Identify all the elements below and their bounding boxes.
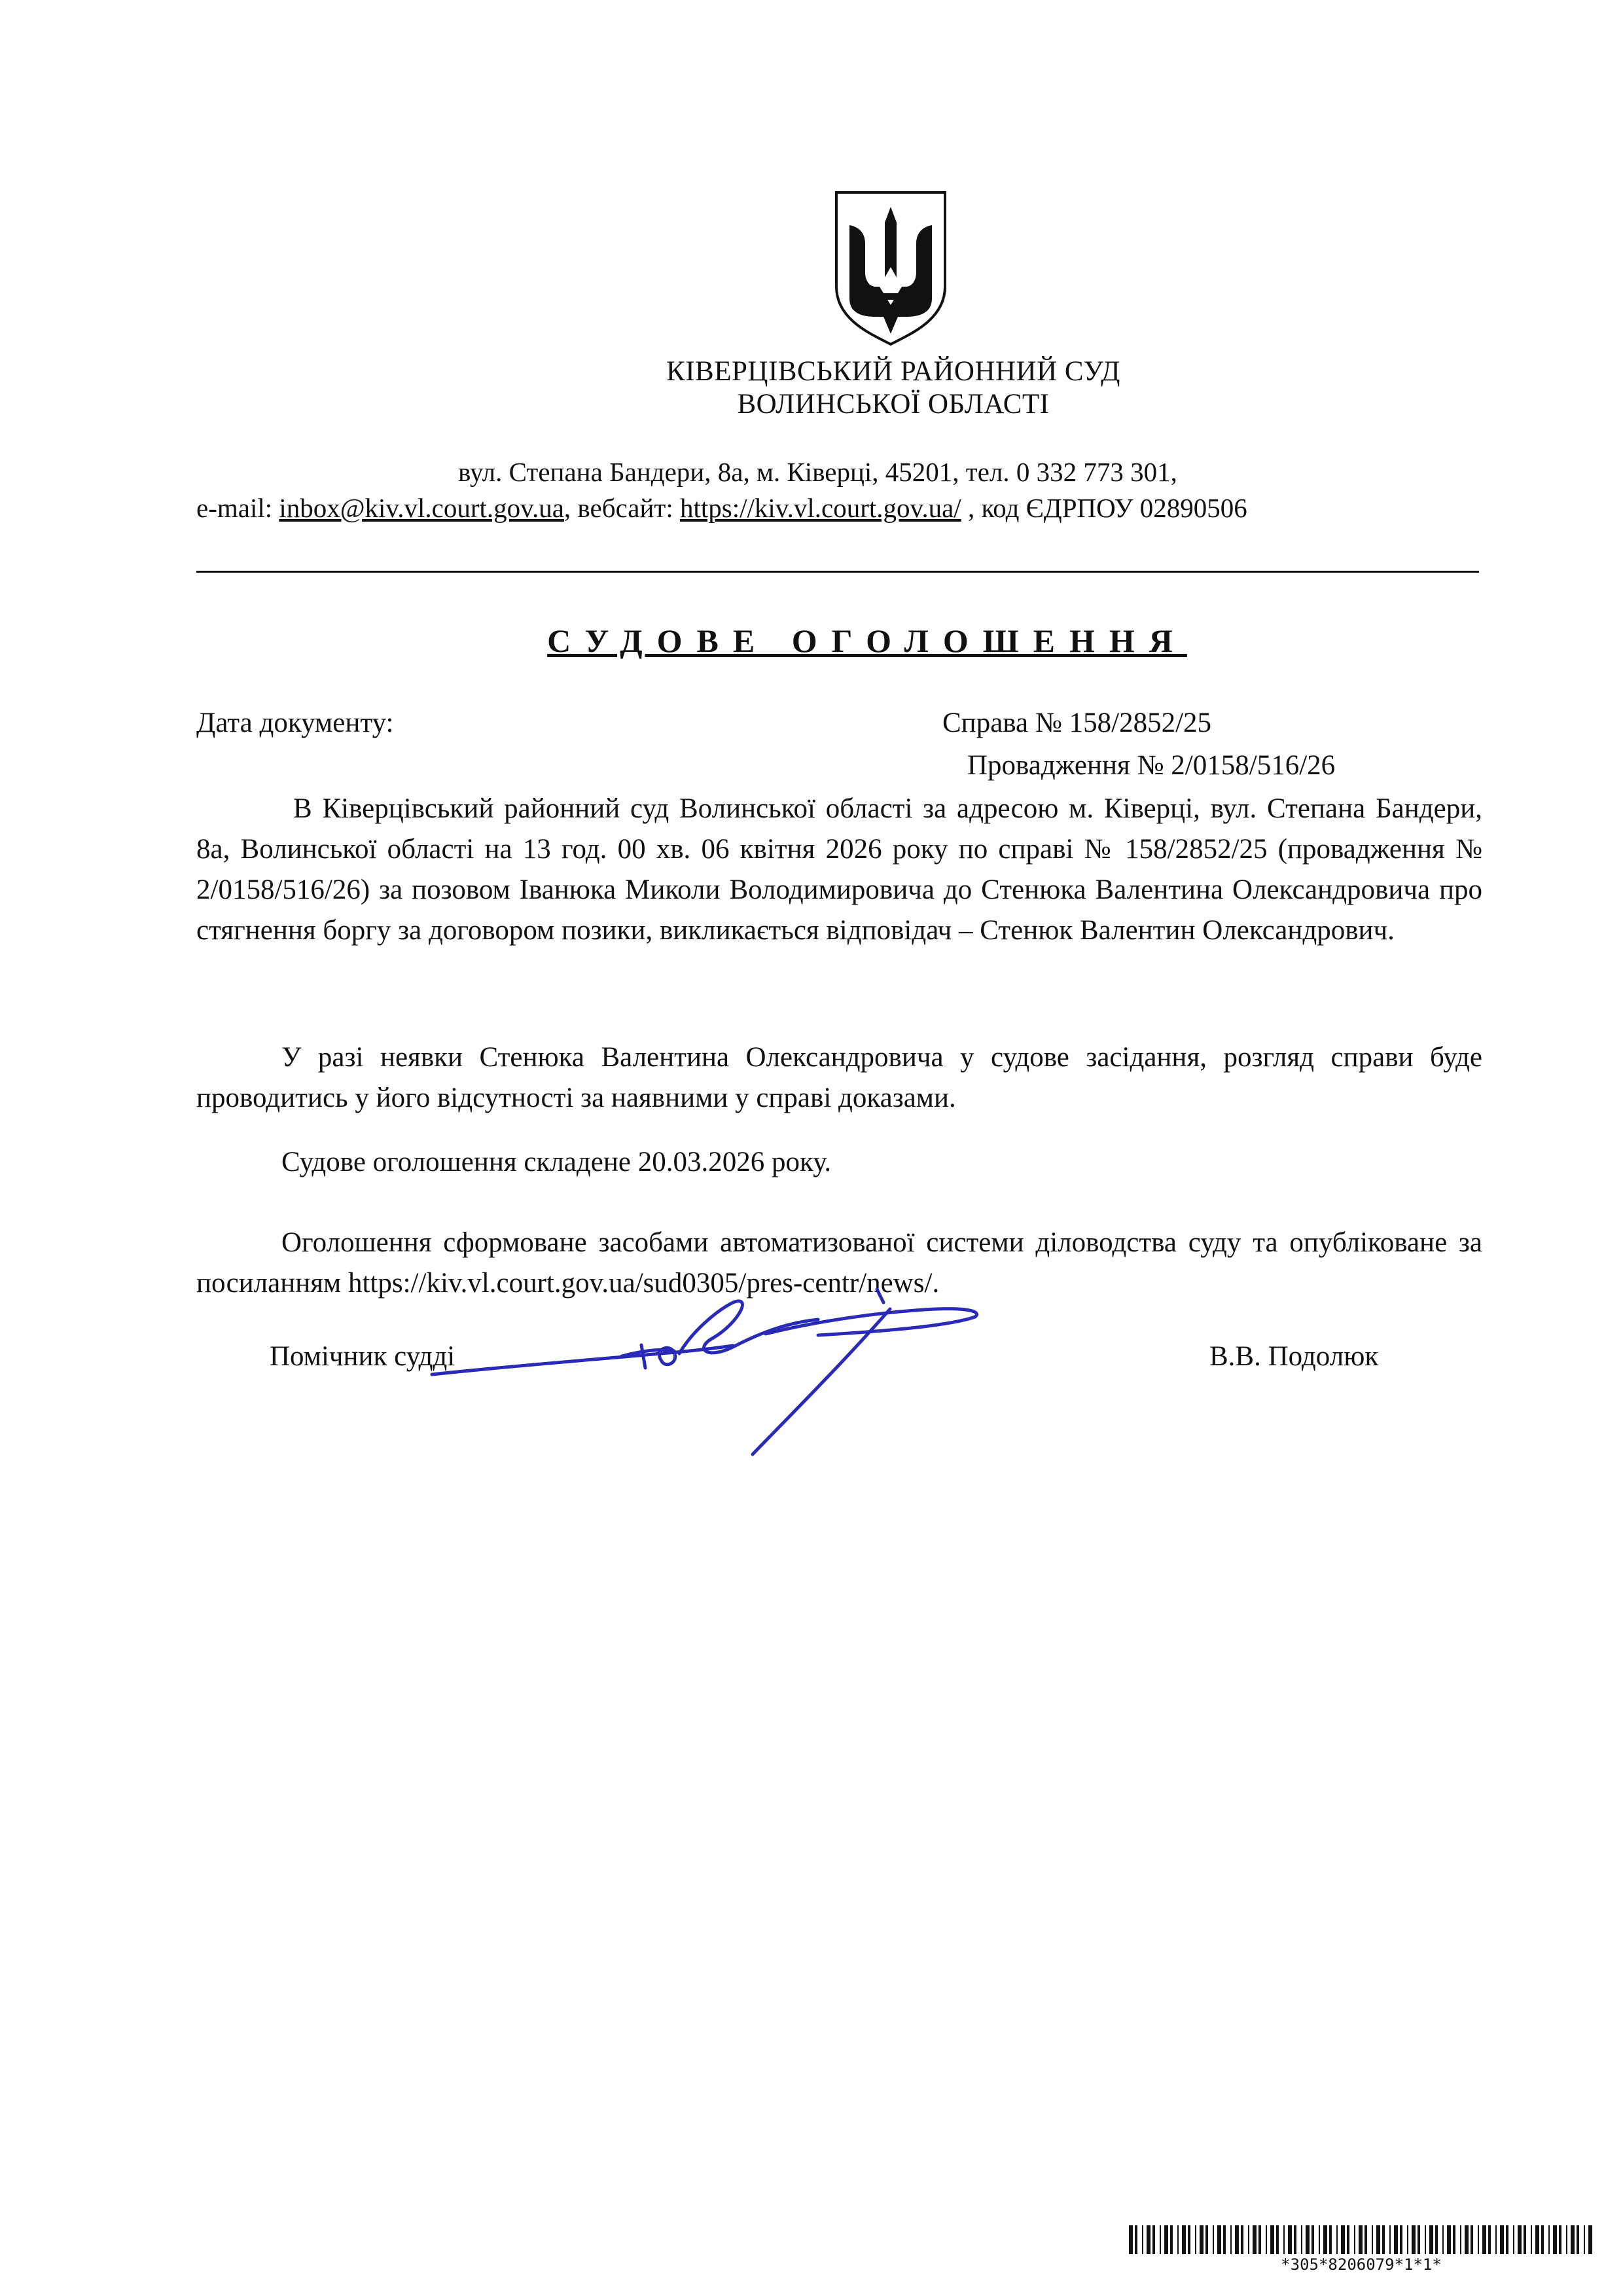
signatory-role: Помічник судді xyxy=(270,1341,455,1372)
notice-paragraph-1 xyxy=(196,789,1482,951)
notice-paragraph-3 xyxy=(196,1142,1482,1183)
document-title xyxy=(0,622,1623,660)
court-name-line1: КІВЕРЦІВСЬКИЙ РАЙОННИЙ СУД xyxy=(666,356,1120,387)
barcode xyxy=(1129,2225,1594,2254)
email-link[interactable]: inbox@kiv.vl.court.gov.ua xyxy=(279,493,564,523)
website-link[interactable]: https://kiv.vl.court.gov.ua/ xyxy=(680,493,961,523)
barcode-text: *305*8206079*1*1* xyxy=(1281,2255,1442,2274)
paragraph-text: В Ківерцівський районний суд Волинської області за адресою м. Ківерці, вул. Степана Бандери, 8а, Волинської області на 13 год. 00 хв. 06 квітня 2026 року по справі № 158/2852/25 (провадження № 2/0158/516/26) за позовом Іванюка Миколи Володимировича до Стенюка Валентина Олександровича про стягнення боргу за договором позики, викликається відповідач – Стенюк Валентин Олександрович. xyxy=(196,793,1482,946)
signatory-name: В.В. Подолюк xyxy=(1209,1341,1379,1372)
paragraph-text: Судове оголошення складене 20.03.2026 року. xyxy=(281,1147,832,1177)
handwritten-signature xyxy=(425,1283,1034,1460)
proceeding-number: Провадження № 2/0158/516/26 xyxy=(967,750,1336,781)
document-date-label: Дата документу: xyxy=(196,708,394,738)
case-number: Справа № 158/2852/25 xyxy=(942,708,1212,738)
paragraph-text: У разі неявки Стенюка Валентина Олександровича у судове засідання, розгляд справи буде проводитись у його відсутності за наявними у справі доказами. xyxy=(196,1042,1482,1113)
document-title-text: СУДОВЕ ОГОЛОШЕННЯ xyxy=(547,622,1187,659)
paragraph-text: Оголошення сформоване засобами автоматизованої системи діловодства суду та опубліковане за посиланням https://kiv.vl.court.gov.ua/sud0305/pres-centr/news/. xyxy=(196,1227,1482,1299)
email-label: e-mail: xyxy=(196,493,279,523)
court-address xyxy=(196,456,1479,488)
header-divider xyxy=(196,571,1479,573)
court-name xyxy=(0,355,1623,421)
court-contacts xyxy=(196,492,1479,524)
notice-paragraph-2 xyxy=(196,1037,1482,1119)
address-text: вул. Степана Бандери, 8а, м. Ківерці, 45201, тел. 0 332 773 301, xyxy=(458,457,1177,487)
coat-of-arms-icon xyxy=(832,188,949,347)
court-name-line2: ВОЛИНСЬКОЇ ОБЛАСТІ xyxy=(737,389,1050,420)
edrpou-code: , код ЄДРПОУ 02890506 xyxy=(961,493,1247,523)
website-label: , вебсайт: xyxy=(563,493,680,523)
